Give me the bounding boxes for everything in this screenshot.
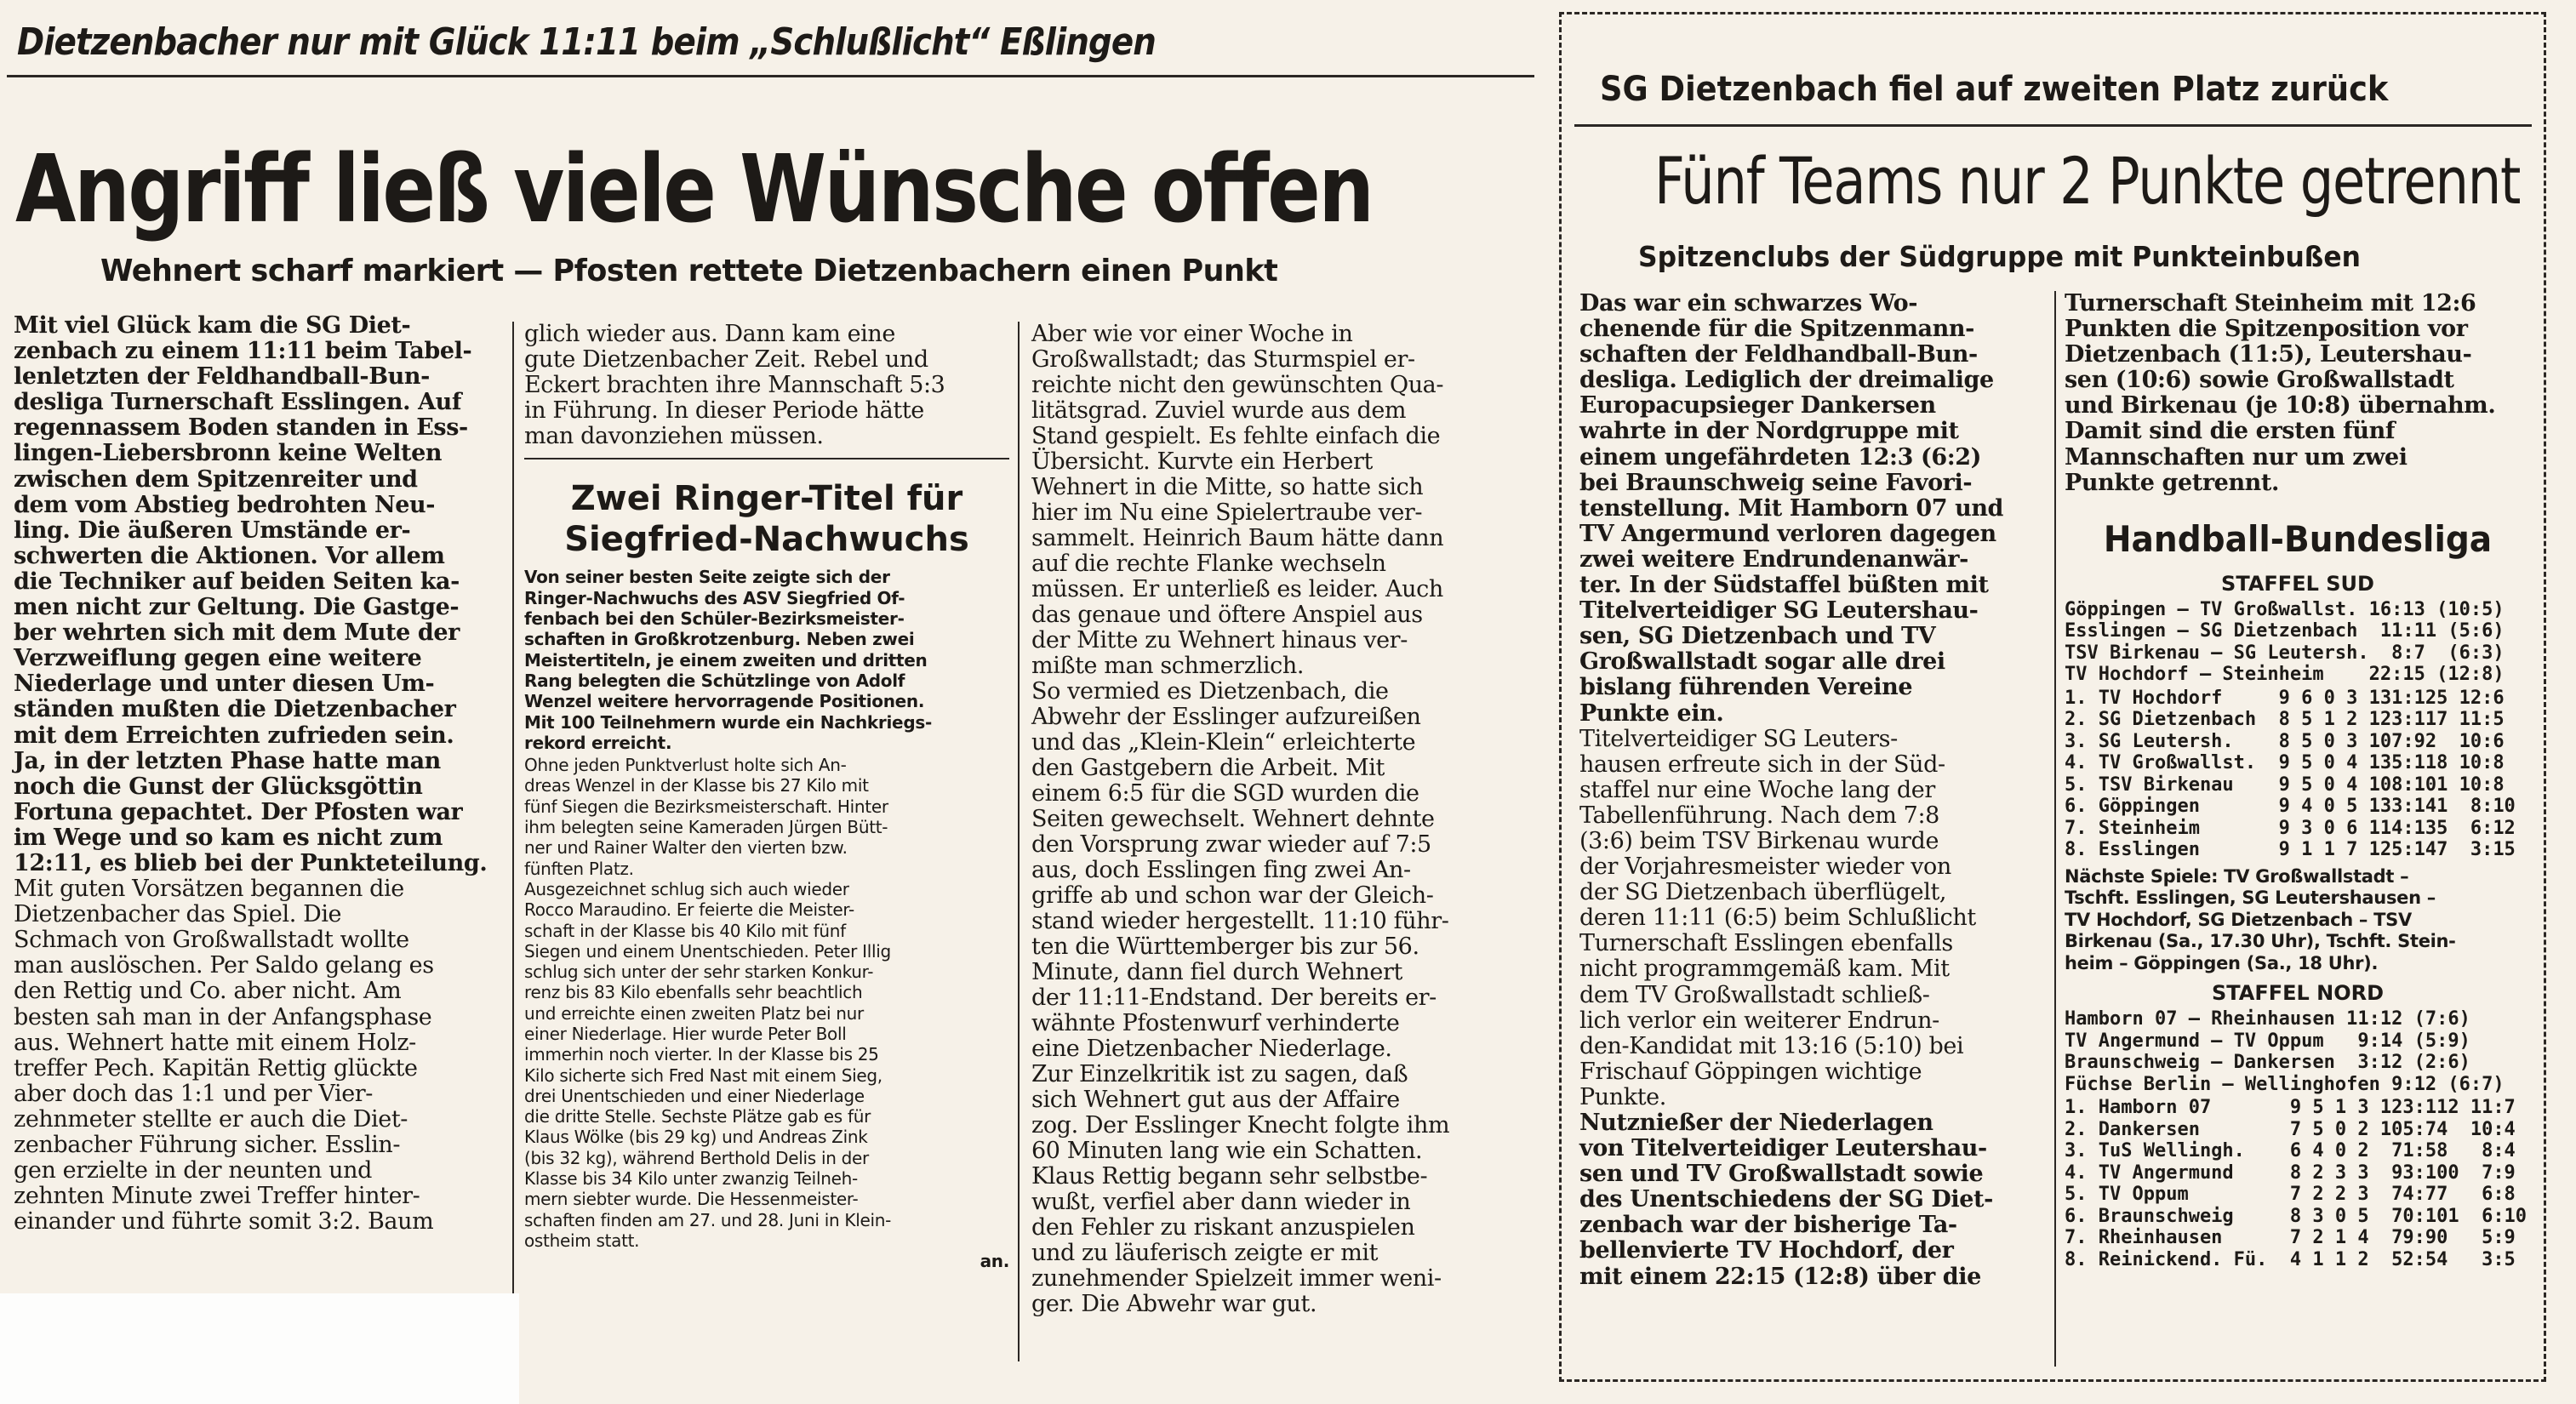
left-subhead: Wehnert scharf markiert — Pfosten rettete Dietzenbachern einen Punkt: [100, 254, 1278, 288]
ringer-body: Ohne jeden Punktverlust holte sich An- dreas Wenzel in der Klasse bis 27 Kilo mit fünf Siegen die Bezirksmeisterschaft. Hinter ihm belegten seine Kameraden Jürgen Bütt- ner und Rainer Walter den vierten bzw. fünften Platz. Ausgezeichnet schlug sich auch wieder Rocco Maraudino. Er feierte die Meister- schaft in der Klasse bis 40 Kilo mit fünf Siegen und einem Unentschieden. Peter Illig schlug sich unter der sehr starken Konkur- renz bis 83 Kilo ebenfalls sehr beachtlich und erreichte einen zweiten Platz bei nur einer Niederlage. Hier wurde Peter Boll immerhin noch vierter. In der Klasse bis 25 Kilo sicherte sich Fred Nast mit einem Sieg, drei Unentschieden und einer Niederlage die dritte Stelle. Sechste Plätze gab es für Klaus Wölke (bis 29 kg) und Andreas Zink (bis 32 kg), während Berthold Delis in der Klasse bis 34 Kilo unter zwanzig Teilneh- mern siebter wurde. Die Hessenmeister- schaften finden am 27. und 28. Juni in Klein- ostheim statt.: [524, 755, 892, 1251]
article-column-1: [14, 313, 507, 1300]
column-rule-3: [2054, 291, 2056, 1367]
right-headline: Fünf Teams nur 2 Punkte getrennt: [1654, 143, 2521, 219]
ringer-title: Zwei Ringer-Titel für Siegfried-Nachwuchs: [564, 479, 969, 560]
table-row: 3. SG Leutersh. 8 5 0 3 107:92 10:6: [2065, 730, 2505, 752]
left-kicker: Dietzenbacher nur mit Glück 11:11 beim „Schlußlicht“ Eßlingen: [17, 20, 1156, 64]
ringer-signature: an.: [980, 1251, 1009, 1272]
left-headline: Angriff ließ viele Wünsche offen: [15, 134, 1373, 243]
sued-standings-table: [2065, 688, 2531, 861]
table-row: 7. Rheinhausen 7 2 1 4 79:90 5:9: [2065, 1227, 2516, 1249]
right-kicker-rule: [1574, 124, 2532, 127]
article-column-3: [1031, 322, 1529, 1368]
result-row: Esslingen – SG Dietzenbach 11:11 (5:6): [2065, 620, 2505, 642]
nord-standings-table: [2065, 1097, 2531, 1270]
table-row: 8. Reinickend. Fü. 4 1 1 2 52:54 3:5: [2065, 1248, 2516, 1270]
result-row: TV Angermund – TV Oppum 9:14 (5:9): [2065, 1030, 2470, 1052]
sued-results-list: [2065, 599, 2531, 686]
body-paragraph-3: Aber wie vor einer Woche in Großwallstadt; das Sturmspiel er- reichte nicht den gewünschten Qua- litätsgrad. Zuviel wurde aus dem Stand gespielt. Es fehlte einfach die Übersicht. Kurvte ein Herbert Wehnert in die Mitte, so hatte sich hier im Nu eine Spielertraube ver- sammelt. Heinrich Baum hätte dann auf die rechte Flanke wechseln müssen. Er unterließ es leider. Auch das genaue und öftere Anspiel aus der Mitte zu Wehnert hinaus ver- mißte man schmerzlich. So vermied es Dietzenbach, die Abwehr der Esslinger aufzureißen und das „Klein-Klein“ erleichterte den Gastgebern die Arbeit. Mit einem 6:5 für die SGD wurden die Seiten gewechselt. Wehnert dehnte den Vorsprung zwar wieder auf 7:5 aus, doch Esslingen fing zwei An- griffe ab und schon war der Gleich- stand wieder hergestellt. 11:10 führ- ten die Württemberger bis zur 56. Minute, dann fiel durch Wehnert der 11:11-Endstand. Der bereits er- wähnte Pfostenwurf verhinderte eine Dietzenbacher Niederlage. Zur Einzelkritik ist zu sagen, daß sich Wehnert gut aus der Affaire zog. Der Esslinger Knecht folgte ihm 60 Minuten lang wie ein Schatten. Klaus Rettig begann sehr selbstbe- wußt, verfiel aber dann wieder in den Fehler zu riskant anzuspielen und zu läuferisch zeigte er mit zunehmender Spielzeit immer weni- ger. Die Abwehr war gut.: [1031, 321, 1450, 1317]
table-row: 8. Esslingen 9 1 1 7 125:147 3:15: [2065, 839, 2516, 861]
table-row: 5. TSV Birkenau 9 5 0 4 108:101 10:8: [2065, 773, 2505, 796]
kicker-rule: [7, 75, 1534, 77]
ringer-lead: Von seiner besten Seite zeigte sich der Ringer-Nachwuchs des ASV Siegfried Of- fenbach bei den Schüler-Bezirksmeister- schaften in Großkrotzenburg. Neben zwei Meistertiteln, je einem zweiten und dritten Rang belegten die Schützlinge von Adolf Wenzel weitere hervorragende Positionen. Mit 100 Teilnehmern wurde ein Nachkriegs- rekord erreicht.: [524, 567, 932, 753]
right-continuation: Turnerschaft Steinheim mit 12:6 Punkten die Spitzenposition vor Dietzenbach (11:5), Leutershau- sen (10:6) sowie Großwallstadt und Birkenau (je 10:8) übernahm. Damit sind die ersten fünf Mannschaften nur um zwei Punkte getrennt.: [2065, 290, 2496, 496]
torn-paper-area: [0, 1293, 519, 1404]
lead-paragraph: Mit viel Glück kam die SG Diet- zenbach zu einem 11:11 beim Tabel- lenletzten der Feldhandball-Bun- desliga Turnerschaft Esslingen. Auf regennassem Boden standen in Ess- lingen-Liebersbronn keine Welten zwischen dem Spitzenreiter und dem vom Abstieg bedrohten Neu- ling. Die äußeren Umstände er- schwerten die Aktionen. Vor allem die Techniker auf beiden Seiten ka- men nicht zur Geltung. Die Gastge- ber wehrten sich mit dem Mute der Verzweiflung gegen eine weitere Niederlage und unter diesen Um- ständen mußten die Dietzenbacher mit dem Erreichten zufrieden sein. Ja, in der letzten Phase hatte man noch die Gunst der Glücksgöttin Fortuna gepachtet. Der Pfosten war im Wege und so kam es nicht zum 12:11, es blieb bei der Punkteteilung.: [14, 312, 488, 876]
column-rule: [512, 322, 514, 1361]
sued-next-games: Nächste Spiele: TV Großwallstadt – Tschft. Esslingen, SG Leutershausen – TV Hochdorf, SG Dietzenbach – TSV Birkenau (Sa., 17.30 Uhr), Tschft. Stein- heim – Göppingen (Sa., 18 Uhr).: [2065, 865, 2456, 973]
bundesliga-title: Handball-Bundesliga: [2103, 517, 2493, 560]
table-row: 6. Göppingen 9 4 0 5 133:141 8:10: [2065, 796, 2516, 818]
table-row: 6. Braunschweig 8 3 0 5 70:101 6:10: [2065, 1205, 2527, 1227]
right-subhead: Spitzenclubs der Südgruppe mit Punkteinbußen: [1638, 240, 2361, 273]
table-row: 2. Dankersen 7 5 0 2 105:74 10:4: [2065, 1118, 2516, 1140]
table-row: 7. Steinheim 9 3 0 6 114:135 6:12: [2065, 817, 2516, 839]
right-lead-paragraph: Das war ein schwarzes Wo- chenende für die Spitzenmann- schaften der Feldhandball-Bun- desliga. Lediglich der dreimalige Europacupsieger Dankersen wahrte in der Nordgruppe mit einem ungefährdeten 12:3 (6:2) bei Braunschweig seine Favori- tenstellung. Mit Hamborn 07 und TV Angermund verloren dagegen zwei weitere Endrundenanwär- ter. In der Südstaffel büßten mit Titelverteidiger SG Leutershau- sen, SG Dietzenbach und TV Großwallstadt sogar alle drei bislang führenden Vereine Punkte ein.: [1579, 290, 2004, 727]
staffel-sued-title: STAFFEL SUD: [2221, 571, 2374, 596]
article-column-4: [1579, 291, 2046, 1372]
table-row: 2. SG Dietzenbach 8 5 1 2 123:117 11:5: [2065, 709, 2505, 731]
table-row: 1. TV Hochdorf 9 6 0 3 131:125 12:6: [2065, 687, 2505, 709]
right-kicker: SG Dietzenbach fiel auf zweiten Platz zurück: [1600, 70, 2389, 109]
nord-results-list: [2065, 1008, 2531, 1095]
result-row: Hamborn 07 – Rheinhausen 11:12 (7:6): [2065, 1008, 2470, 1030]
article-column-2: [524, 322, 1009, 1368]
column-rule-2: [1018, 322, 1020, 1361]
result-row: Füchse Berlin – Wellinghofen 9:12 (6:7): [2065, 1073, 2505, 1095]
table-row: 3. TuS Wellingh. 6 4 0 2 71:58 8:4: [2065, 1140, 2516, 1162]
result-row: Göppingen – TV Großwallst. 16:13 (10:5): [2065, 598, 2505, 620]
result-row: TSV Birkenau – SG Leutersh. 8:7 (6:3): [2065, 642, 2505, 664]
right-body-paragraph: Titelverteidiger SG Leuters- hausen erfreute sich in der Süd- staffel nur eine Woche lang der Tabellenführung. Nach dem 7:8 (3:6) beim TSV Birkenau wurde der Vorjahresmeister wieder von der SG Dietzenbach überflügelt, deren 11:11 (6:5) beim Schlußlicht Turnerschaft Esslingen ebenfalls nicht programmgemäß kam. Mit dem TV Großwallstadt schließ- lich verlor ein weiterer Endrun- den-Kandidat mit 13:16 (5:10) bei Frischauf Göppingen wichtige Punkte.: [1579, 725, 1976, 1110]
right-closing-paragraph: Nutznießer der Niederlagen von Titelverteidiger Leutershau- sen und TV Großwallstadt sowie des Unentschiedens der SG Diet- zenbach war der bisherige Ta- bellenvierte TV Hochdorf, der mit einem 22:15 (12:8) über die: [1579, 1110, 1993, 1290]
body-paragraph: Mit guten Vorsätzen begannen die Dietzenbacher das Spiel. Die Schmach von Großwallstadt wollte man auslöschen. Per Saldo gelang es den Rettig und Co. aber nicht. Am besten sah man in der Anfangsphase aus. Wehnert hatte mit einem Holz- treffer Pech. Kapitän Rettig glückte aber doch das 1:1 und per Vier- zehnmeter stellte er auch die Diet- zenbacher Führung sicher. Esslin- gen erzielte in der neunten und zehnten Minute zwei Treffer hinter- einander und führte somit 3:2. Baum: [14, 876, 434, 1236]
body-paragraph-2: glich wieder aus. Dann kam eine gute Dietzenbacher Zeit. Rebel und Eckert brachten ihre Mannschaft 5:3 in Führung. In dieser Periode hätte man davonziehen müssen.: [524, 321, 945, 450]
table-row: 4. TV Großwallst. 9 5 0 4 135:118 10:8: [2065, 752, 2505, 774]
table-row: 4. TV Angermund 8 2 3 3 93:100 7:9: [2065, 1161, 2516, 1184]
ringer-top-rule: [524, 458, 1009, 459]
table-row: 1. Hamborn 07 9 5 1 3 123:112 11:7: [2065, 1097, 2516, 1119]
result-row: Braunschweig – Dankersen 3:12 (2:6): [2065, 1052, 2470, 1074]
result-row: TV Hochdorf – Steinheim 22:15 (12:8): [2065, 664, 2505, 686]
table-row: 5. TV Oppum 7 2 2 3 74:77 6:8: [2065, 1184, 2516, 1206]
article-column-5: [2065, 291, 2531, 1373]
staffel-nord-title: STAFFEL NORD: [2211, 981, 2385, 1006]
